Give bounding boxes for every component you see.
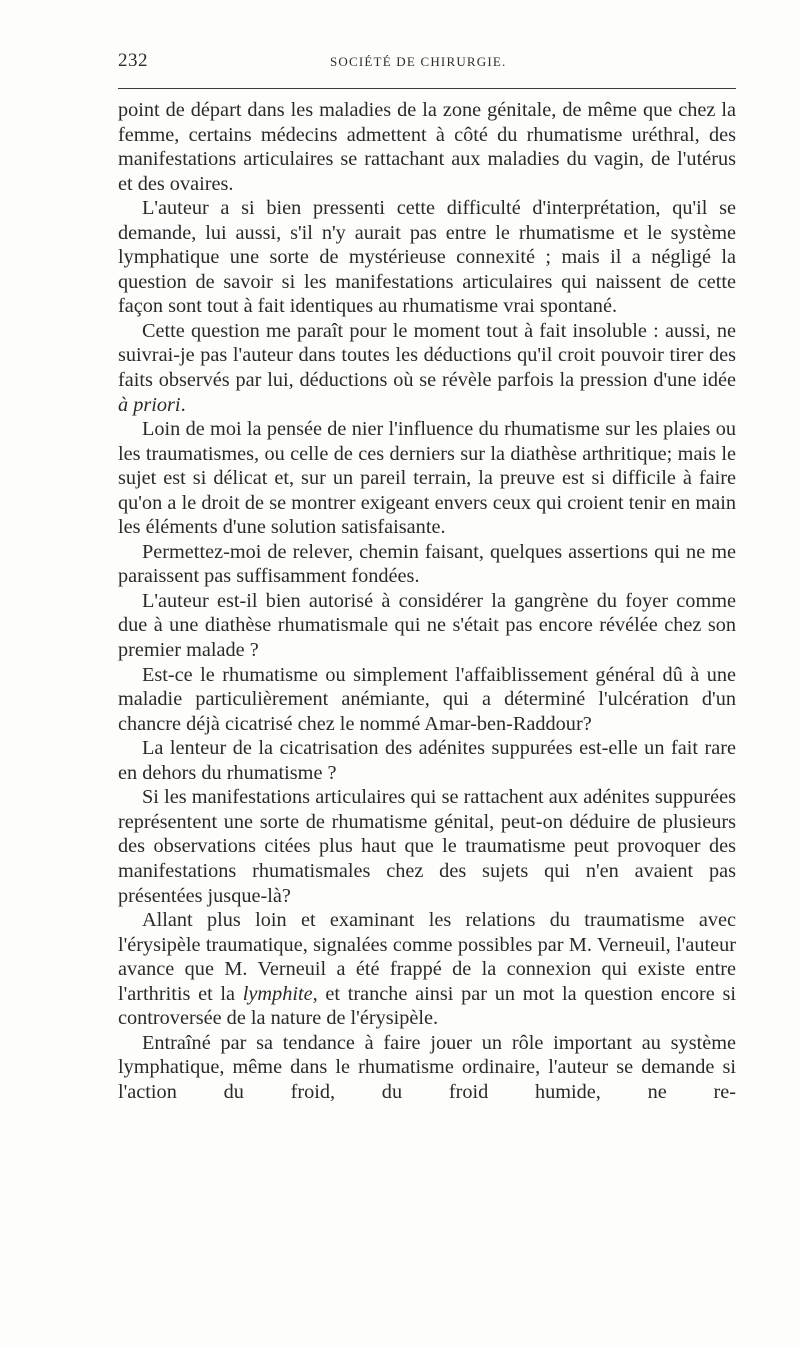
paragraph-11: Entraîné par sa tendance à faire jouer un rôle important au système lymphatique, même dans le rhumatisme ordinaire, l'auteur se demande si l'action du froid, du froid humide, ne re- <box>118 1031 736 1103</box>
paragraph-3-text: Cette question me paraît pour le moment tout à fait insoluble : aussi, ne suivrai-je pas l'auteur dans toutes les déductions qu'il croit pouvoir tirer des faits observés par lui, déductions où se révèle parfois la pression d'une idée <box>118 319 736 392</box>
paragraph-1: point de départ dans les maladies de la zone génitale, de même que chez la femme, certains médecins admettent à côté du rhumatisme uréthral, des manifestations articulaires se rattachant aux maladies du vagin, de l'utérus et des ovaires. <box>118 99 736 195</box>
body-text <box>118 98 736 1104</box>
paragraph-2: L'auteur a si bien pressenti cette difficulté d'interprétation, qu'il se demande, lui aussi, s'il n'y aurait pas entre le rhumatisme et le système lymphatique une sorte de mystérieuse connexité ; mais il a négligé la question de savoir si les manifestations articulaires qui naissent de cette façon sont tout à fait identiques au rhumatisme vrai spontané. <box>118 197 736 318</box>
paragraph-3 <box>118 319 736 417</box>
header-rule <box>118 88 736 89</box>
paragraph-3-end: . <box>180 393 186 416</box>
paragraph-4: Loin de moi la pensée de nier l'influence du rhumatisme sur les plaies ou les traumatismes, ou celle de ces derniers sur la diathèse arthritique; mais le sujet est si délicat et, sur un pareil terrain, la preuve est si difficile à faire qu'on a le droit de se montrer exigeant envers ceux qui croient tenir en main les éléments d'une solution satisfaisante. <box>118 418 736 539</box>
paragraph-7: Est-ce le rhumatisme ou simplement l'affaiblissement général dû à une maladie particulièrement anémiante, qui a déterminé l'ulcération d'un chancre déjà cicatrisé chez le nommé Amar-ben-Raddour? <box>118 663 736 735</box>
paragraph-6: L'auteur est-il bien autorisé à considérer la gangrène du foyer comme due à une diathèse rhumatismale qui ne s'était pas encore révélée chez son premier malade ? <box>118 589 736 662</box>
page-header <box>118 50 736 78</box>
paragraph-9: Si les manifestations articulaires qui se rattachent aux adénites suppurées représentent une sorte de rhumatisme génital, peut-on déduire de plusieurs des observations citées plus haut que le traumatisme peut provoquer des manifestations rhumatismales chez des sujets qui n'en avaient pas présentées jusque-là? <box>118 786 736 907</box>
running-head: SOCIÉTÉ DE CHIRURGIE. <box>330 54 507 69</box>
paragraph-3-emphasis: à priori <box>118 393 181 416</box>
page-number: 232 <box>118 50 148 71</box>
paragraph-10-text: Allant plus loin et examinant les relations du traumatisme avec l'érysipèle traumatique, signalées comme possibles par M. Verneuil, l'auteur avance que M. Verneuil a été frappé de la connexion qui existe entre l'arthritis et la <box>118 909 736 1005</box>
paragraph-10-end: , et tranche ainsi par un mot la question encore si controversée de la nature de l'érysipèle. <box>118 982 736 1030</box>
paragraph-10 <box>118 908 736 1031</box>
paragraph-10-emphasis: lymphite <box>242 982 313 1005</box>
paragraph-5: Permettez-moi de relever, chemin faisant, quelques assertions qui ne me paraissent pas suffisamment fondées. <box>118 540 736 588</box>
paragraph-8: La lenteur de la cicatrisation des adénites suppurées est-elle un fait rare en dehors du rhumatisme ? <box>118 737 736 784</box>
